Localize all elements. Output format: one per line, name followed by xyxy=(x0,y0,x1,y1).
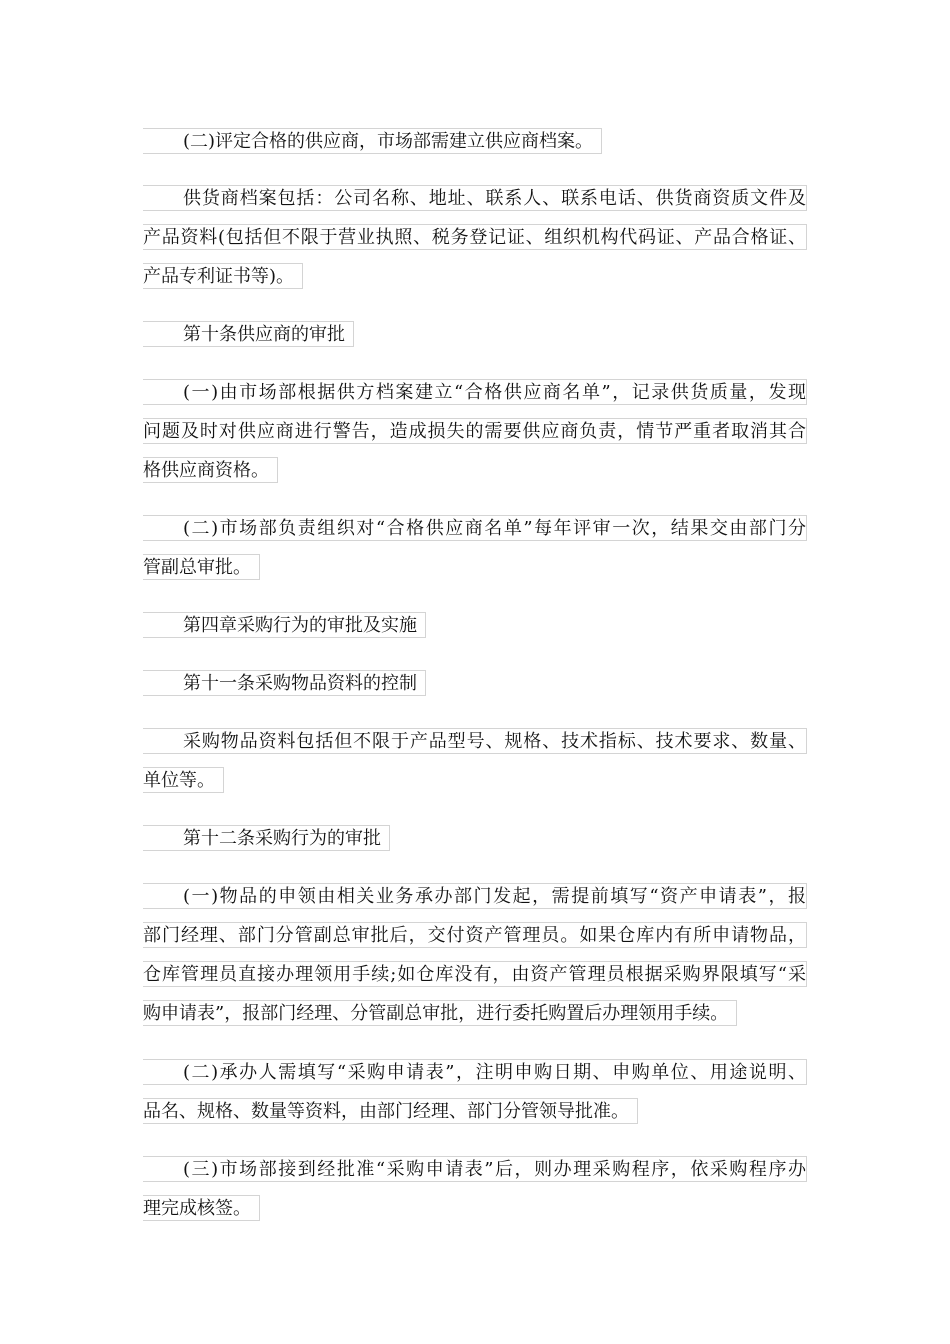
text-line: 理完成核签。 xyxy=(143,1195,260,1221)
text-line: 第十条供应商的审批 xyxy=(143,321,354,347)
text-line: 采购物品资料包括但不限于产品型号、规格、技术指标、技术要求、数量、 xyxy=(143,728,807,754)
paragraph-supplier-file-requirement xyxy=(143,128,807,171)
text-line: 品名、规格、数量等资料，由部门经理、部门分管领导批准。 xyxy=(143,1098,638,1124)
text-line: 管副总审批。 xyxy=(143,554,260,580)
text-line: 部门经理、部门分管副总审批后，交付资产管理员。如果仓库内有所申请物品， xyxy=(143,922,807,948)
text-line: 第十二条采购行为的审批 xyxy=(143,825,390,851)
paragraph-purchase-procedure xyxy=(143,1156,807,1238)
text-line: 供货商档案包括：公司名称、地址、联系人、联系电话、供货商资质文件及 xyxy=(143,185,807,211)
paragraph-purchase-request-form xyxy=(143,1059,807,1141)
chapter-4-heading xyxy=(143,612,807,655)
text-line: 产品专利证书等)。 xyxy=(143,263,303,289)
paragraph-item-requisition xyxy=(143,883,807,1043)
text-line: (二)市场部负责组织对“合格供应商名单”每年评审一次，结果交由部门分 xyxy=(143,515,807,541)
text-line: 问题及时对供应商进行警告，造成损失的需要供应商负责，情节严重者取消其合 xyxy=(143,418,807,444)
text-line: (二)承办人需填写“采购申请表”，注明申购日期、申购单位、用途说明、 xyxy=(143,1059,807,1085)
paragraph-qualified-supplier-list xyxy=(143,379,807,500)
paragraph-annual-review xyxy=(143,515,807,597)
text-line: 第四章采购行为的审批及实施 xyxy=(143,612,426,638)
text-line: 格供应商资格。 xyxy=(143,457,278,483)
text-line: 仓库管理员直接办理领用手续;如仓库没有，由资产管理员根据采购界限填写“采 xyxy=(143,961,807,987)
text-line: (一)物品的申领由相关业务承办部门发起，需提前填写“资产申请表”，报 xyxy=(143,883,807,909)
text-line: 第十一条采购物品资料的控制 xyxy=(143,670,426,696)
text-line: 单位等。 xyxy=(143,767,224,793)
article-11-heading xyxy=(143,670,807,713)
text-line: 产品资料(包括但不限于营业执照、税务登记证、组织机构代码证、产品合格证、 xyxy=(143,224,807,250)
article-10-heading xyxy=(143,321,807,364)
paragraph-purchase-item-data xyxy=(143,728,807,810)
text-line: 购申请表”，报部门经理、分管副总审批，进行委托购置后办理领用手续。 xyxy=(143,1000,737,1026)
paragraph-supplier-file-contents xyxy=(143,185,807,306)
text-line: (三)市场部接到经批准“采购申请表”后，则办理采购程序，依采购程序办 xyxy=(143,1156,807,1182)
text-line: (二)评定合格的供应商，市场部需建立供应商档案。 xyxy=(143,128,602,154)
text-line: (一)由市场部根据供方档案建立“合格供应商名单”，记录供货质量，发现 xyxy=(143,379,807,405)
article-12-heading xyxy=(143,825,807,868)
